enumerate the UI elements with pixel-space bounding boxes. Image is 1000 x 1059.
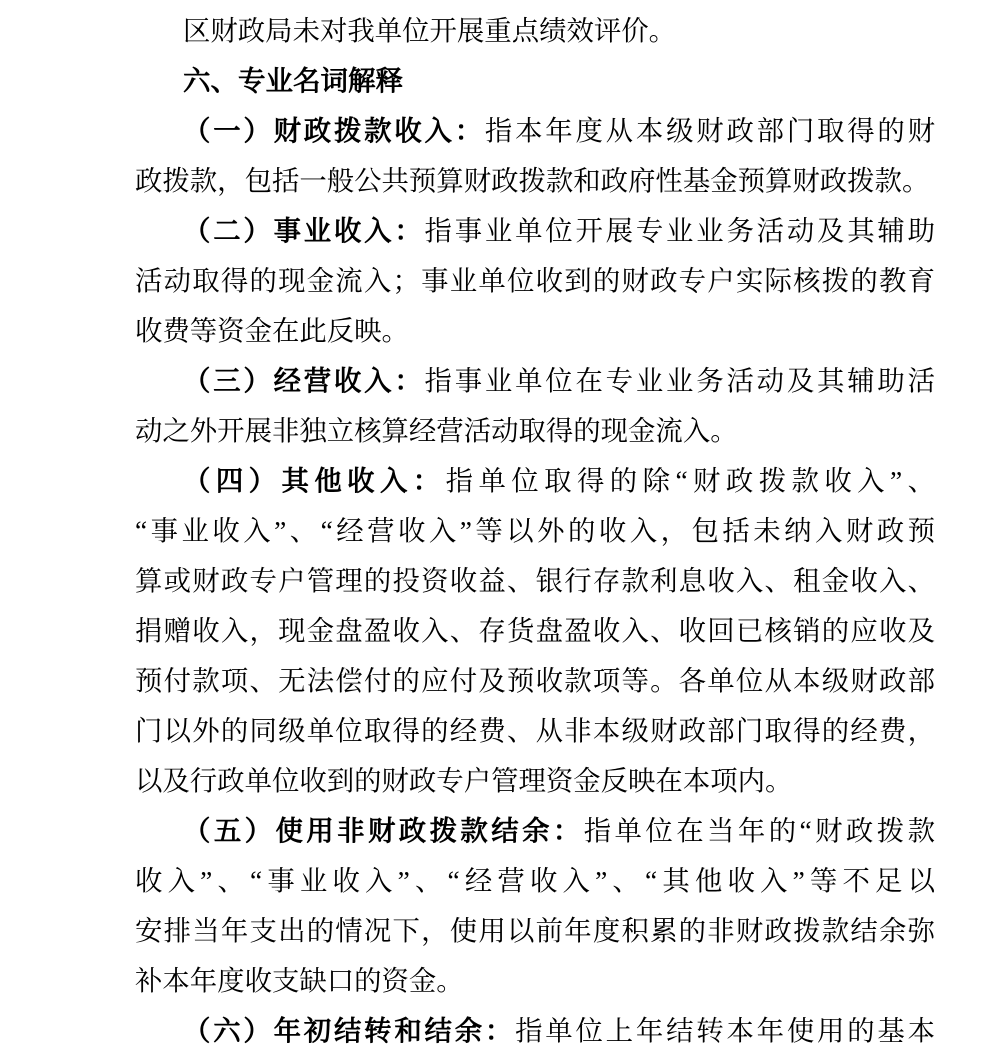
line-text: 安排当年支出的情况下，使用以前年度积累的非财政拨款结余弥 [135,916,935,946]
paragraph-line [135,1006,935,1056]
paragraph-line [135,406,935,456]
paragraph-line [135,256,935,306]
line-text: 指事业单位在专业业务活动及其辅助活 [424,366,935,396]
section-heading [135,56,935,106]
paragraph-line [135,356,935,406]
paragraph-line [135,656,935,706]
paragraph-line [135,956,935,1006]
paragraph-line [135,6,935,56]
line-text: 动之外开展非独立核算经营活动取得的现金流入。 [135,416,738,446]
paragraph-line [135,156,935,206]
paragraph-line [135,806,935,856]
document-page [135,0,935,1056]
paragraph-line [135,856,935,906]
line-text: 指本年度从本级财政部门取得的财 [484,116,935,146]
paragraph-line [135,706,935,756]
term-label: （五）使用非财政拨款结余： [183,816,584,846]
line-text: 以及行政单位收到的财政专户管理资金反映在本项内。 [135,766,793,796]
paragraph-line [135,456,935,506]
line-text: 指单位上年结转本年使用的基本 [515,1016,935,1046]
line-text: 指单位取得的除“财政拨款收入”、 [445,466,935,496]
paragraph-line [135,506,935,556]
line-text: 指单位在当年的“财政拨款 [583,816,935,846]
line-text: “事业收入”、“经营收入”等以外的收入，包括未纳入财政预 [135,516,935,546]
term-label: （二）事业收入： [183,216,425,246]
paragraph-line [135,906,935,956]
paragraph-line [135,306,935,356]
line-text: 门以外的同级单位取得的经费、从非本级财政部门取得的经费， [135,716,935,746]
line-text: 收入”、“事业收入”、“经营收入”、“其他收入”等不足以 [135,866,935,896]
term-label: （三）经营收入： [183,366,425,396]
line-text: 预付款项、无法偿付的应付及预收款项等。各单位从本级财政部 [135,666,935,696]
paragraph-line [135,556,935,606]
paragraph-line [135,606,935,656]
line-text: 收费等资金在此反映。 [135,316,409,346]
line-text: 指事业单位开展专业业务活动及其辅助 [424,216,935,246]
term-label: （六）年初结转和结余： [183,1016,516,1046]
line-text: 捐赠收入，现金盘盈收入、存货盘盈收入、收回已核销的应收及 [135,616,935,646]
line-text: 算或财政专户管理的投资收益、银行存款利息收入、租金收入、 [135,566,935,596]
paragraph-line [135,106,935,156]
term-label: （四）其他收入： [183,466,446,496]
line-text: 补本年度收支缺口的资金。 [135,966,464,996]
heading-text: 六、专业名词解释 [183,65,403,96]
line-text: 政拨款，包括一般公共预算财政拨款和政府性基金预算财政拨款。 [135,166,930,196]
paragraph-line [135,756,935,806]
line-text: 区财政局未对我单位开展重点绩效评价。 [183,16,677,46]
line-text: 活动取得的现金流入；事业单位收到的财政专户实际核拨的教育 [135,266,935,296]
paragraph-line [135,206,935,256]
term-label: （一）财政拨款收入： [183,116,485,146]
